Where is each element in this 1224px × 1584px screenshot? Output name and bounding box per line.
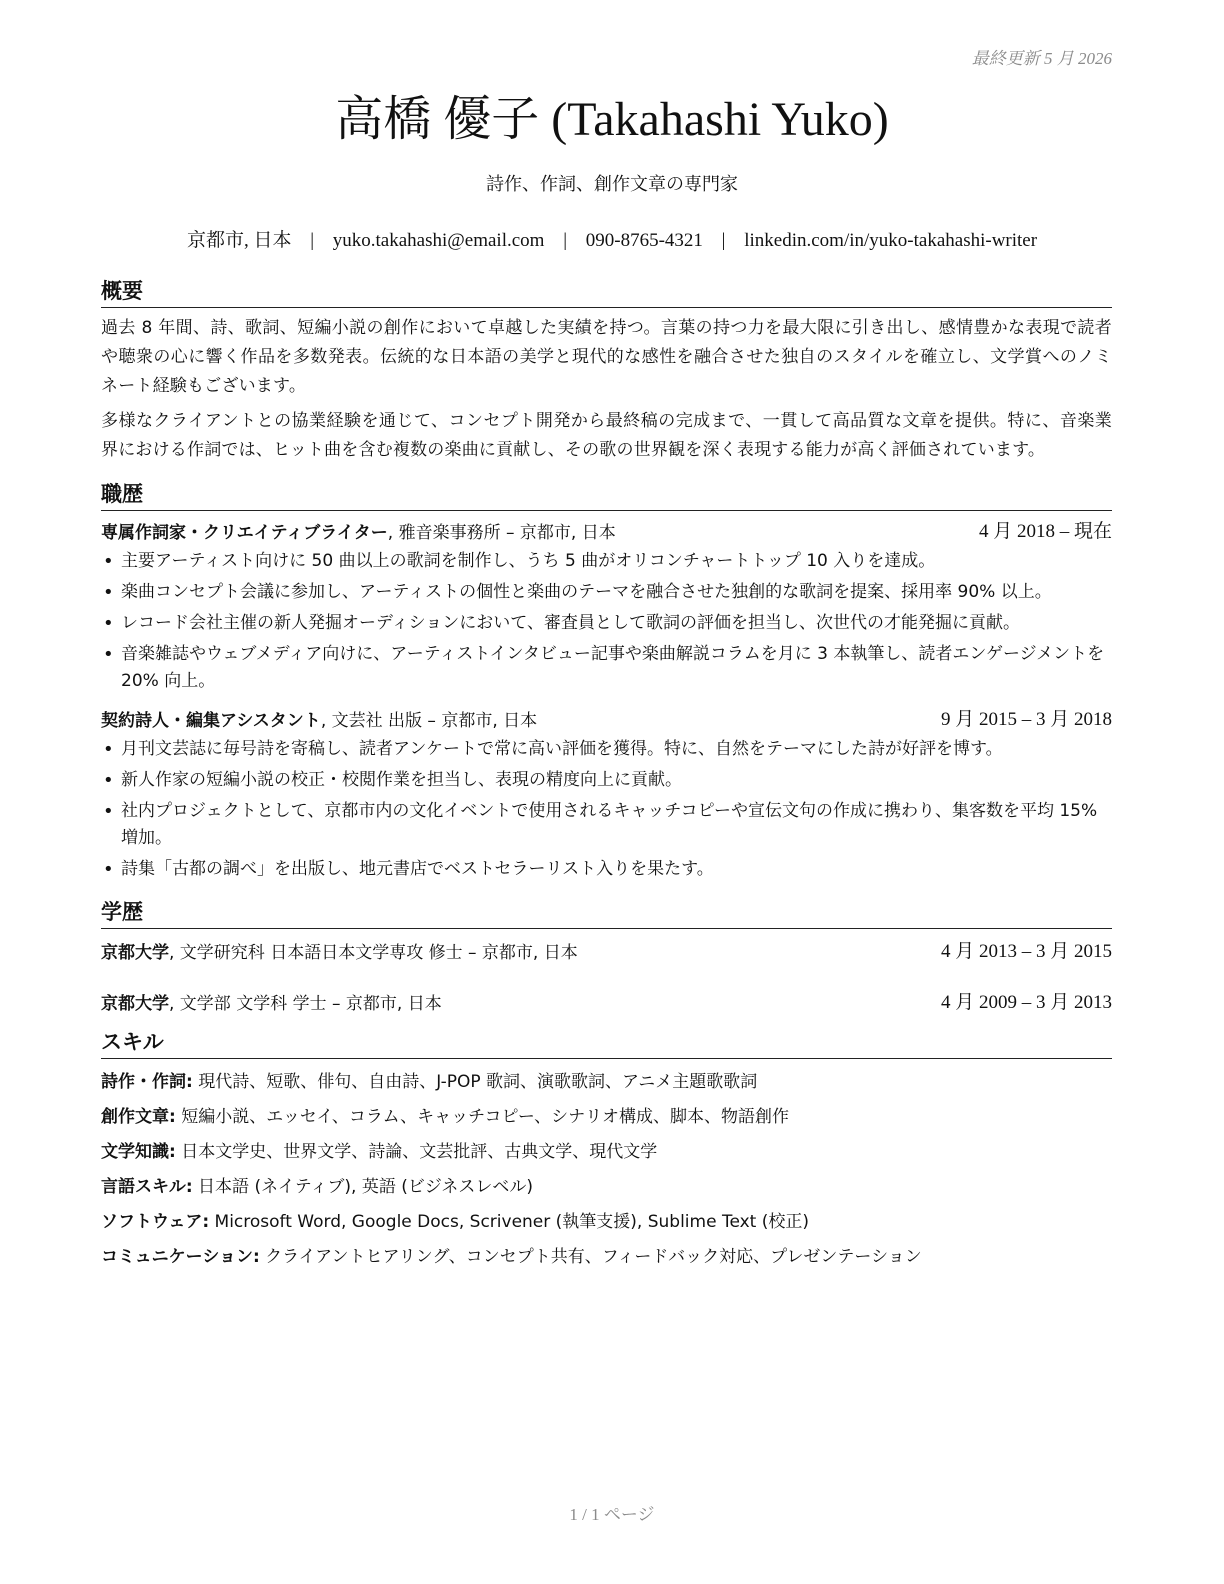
education-institution: 京都大学 [101, 943, 169, 963]
skill-label: 詩作・作詞: [101, 1072, 193, 1092]
skill-label: 文学知識: [101, 1142, 176, 1162]
job-header [101, 519, 1112, 546]
skill-label: 言語スキル: [101, 1177, 193, 1197]
job-title: 契約詩人・編集アシスタント [101, 711, 321, 731]
skill-value: Microsoft Word, Google Docs, Scrivener (執筆支援), Sublime Text (校正) [209, 1212, 809, 1232]
skill-value: クライアントヒアリング、コンセプト共有、フィードバック対応、プレゼンテーション [259, 1247, 922, 1267]
last-updated: 最終更新 5 月 2026 [971, 49, 1112, 68]
skill-row [101, 1240, 1112, 1275]
skill-row [101, 1170, 1112, 1205]
section-title-skills: スキル [101, 1027, 1112, 1059]
job-entry [101, 707, 1112, 883]
job-dates: 4 月 2018 – 現在 [978, 521, 1112, 542]
job-title: 専属作詞家・クリエイティブライター [101, 523, 388, 543]
contact-separator: | [563, 230, 567, 251]
skill-value: 短編小説、エッセイ、コラム、キャッチコピー、シナリオ構成、脚本、物語創作 [175, 1107, 789, 1127]
skill-label: コミュニケーション: [101, 1247, 260, 1267]
education-dates: 4 月 2013 – 3 月 2015 [940, 941, 1112, 962]
skill-value: 日本文学史、世界文学、詩論、文芸批評、古典文学、現代文学 [175, 1142, 658, 1162]
skill-row [101, 1100, 1112, 1135]
job-bullets [101, 548, 1112, 695]
education-dates: 4 月 2009 – 3 月 2013 [940, 992, 1112, 1013]
skill-row [101, 1065, 1112, 1100]
contact-line [0, 225, 1224, 252]
job-employer: , 文芸社 出版 – 京都市, 日本 [320, 711, 538, 731]
contact-phone[interactable]: 090-8765-4321 [585, 230, 703, 251]
summary-section [101, 276, 1112, 465]
education-entry [101, 990, 1112, 1017]
skill-label: ソフトウェア: [101, 1212, 210, 1232]
job-bullet: • 月刊文芸誌に毎号詩を寄稿し、読者アンケートで常に高い評価を獲得。特に、自然をテーマにした詩が好評を博す。 [101, 736, 1112, 763]
job-dates: 9 月 2015 – 3 月 2018 [940, 709, 1112, 730]
skill-value: 日本語 (ネイティブ), 英語 (ビジネスレベル) [192, 1177, 533, 1197]
section-title-experience: 職歴 [101, 479, 1112, 511]
education-institution: 京都大学 [101, 994, 169, 1014]
contact-linkedin[interactable]: linkedin.com/in/yuko-takahashi-writer [744, 230, 1038, 251]
contact-separator: | [310, 230, 315, 251]
skill-row [101, 1135, 1112, 1170]
education-entry [101, 939, 1112, 966]
page-indicator: 1 / 1 ページ [569, 1505, 655, 1524]
job-bullet: • 楽曲コンセプト会議に参加し、アーティストの個性と楽曲のテーマを融合させた独創的な歌詞を提案、採用率 90% 以上。 [101, 579, 1112, 606]
job-employer: , 雅音楽事務所 – 京都市, 日本 [387, 523, 616, 543]
skills-section [101, 1027, 1112, 1275]
summary-paragraph: 過去 8 年間、詩、歌詞、短編小説の創作において卓越した実績を持つ。言葉の持つ力を最大限に引き出し、感情豊かな表現で読者や聴衆の心に響く作品を多数発表。伝統的な日本語の美学と現代的な感性を融合させた独自のスタイルを確立し、文学賞へのノミネート経験もございます。 [101, 318, 1112, 396]
job-entry [101, 519, 1112, 695]
candidate-name: 高橋 優子 (Takahashi Yuko) [335, 93, 889, 146]
summary-paragraph: 多様なクライアントとの協業経験を通じて、コンセプト開発から最終稿の完成まで、一貫して高品質な文章を提供。特に、音楽業界における作詞では、ヒット曲を含む複数の楽曲に貢献し、その歌の世界観を深く表現する能力が高く評価されています。 [101, 411, 1112, 460]
candidate-subtitle: 詩作、作詞、創作文章の専門家 [486, 174, 738, 195]
experience-section [101, 479, 1112, 883]
contact-email[interactable]: yuko.takahashi@email.com [332, 230, 545, 251]
education-details: , 文学研究科 日本語日本文学専攻 修士 – 京都市, 日本 [169, 943, 578, 963]
contact-separator: | [721, 230, 726, 251]
skill-row [101, 1205, 1112, 1240]
job-bullet: • 新人作家の短編小説の校正・校閲作業を担当し、表現の精度向上に貢献。 [101, 767, 1112, 794]
section-title-education: 学歴 [101, 897, 1112, 929]
job-bullet: • 社内プロジェクトとして、京都市内の文化イベントで使用されるキャッチコピーや宣伝文句の作成に携わり、集客数を平均 15% 増加。 [101, 798, 1112, 852]
education-details: , 文学部 文学科 学士 – 京都市, 日本 [169, 994, 442, 1014]
job-bullet: • 詩集「古都の調べ」を出版し、地元書店でベストセラーリスト入りを果たす。 [101, 856, 1112, 883]
section-title-summary: 概要 [101, 276, 1112, 308]
job-header [101, 707, 1112, 734]
job-bullet: • 主要アーティスト向けに 50 曲以上の歌詞を制作し、うち 5 曲がオリコンチャートトップ 10 入りを達成。 [101, 548, 1112, 575]
skill-value: 現代詩、短歌、俳句、自由詩、J-POP 歌詞、演歌歌詞、アニメ主題歌歌詞 [192, 1072, 758, 1092]
resume-content [101, 276, 1112, 1275]
skill-label: 創作文章: [101, 1107, 176, 1127]
job-bullet: • レコード会社主催の新人発掘オーディションにおいて、審査員として歌詞の評価を担当し、次世代の才能発掘に貢献。 [101, 610, 1112, 637]
job-bullets [101, 736, 1112, 883]
job-bullet: • 音楽雑誌やウェブメディア向けに、アーティストインタビュー記事や楽曲解説コラムを月に 3 本執筆し、読者エンゲージメントを 20% 向上。 [101, 641, 1112, 695]
contact-location: 京都市, 日本 [186, 230, 292, 251]
education-section [101, 897, 1112, 1017]
